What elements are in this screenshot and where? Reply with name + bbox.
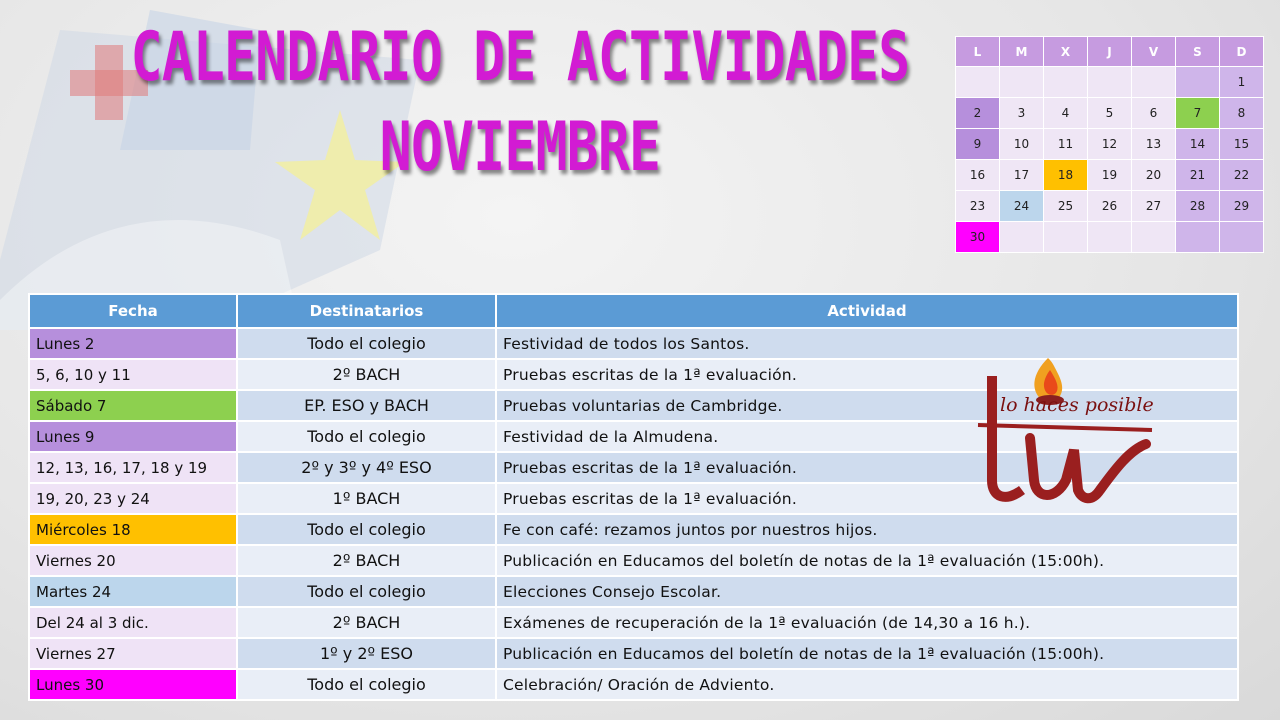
cal-day: 11 [1044,129,1088,160]
cal-day: 22 [1220,160,1264,191]
cell-destinatarios: Todo el colegio [237,576,496,607]
cal-day-header: X [1044,37,1088,67]
cal-day: 17 [1000,160,1044,191]
cal-day: 13 [1132,129,1176,160]
cell-destinatarios: Todo el colegio [237,669,496,700]
cal-day: 8 [1220,98,1264,129]
cal-day [1176,67,1220,98]
cell-actividad: Exámenes de recuperación de la 1ª evaluación (de 14,30 a 16 h.). [496,607,1238,638]
cal-day [1088,67,1132,98]
cal-day: 19 [1088,160,1132,191]
lo-haces-posible-logo [970,340,1160,510]
cell-fecha: 12, 13, 16, 17, 18 y 19 [29,452,237,483]
cell-fecha: Lunes 30 [29,669,237,700]
cal-day: 21 [1176,160,1220,191]
table-header-row [29,294,1238,328]
table-row [29,638,1238,669]
cal-day-header: V [1132,37,1176,67]
cal-day [1176,222,1220,253]
table-row [29,514,1238,545]
cell-fecha: Viernes 27 [29,638,237,669]
cell-actividad: Elecciones Consejo Escolar. [496,576,1238,607]
cell-destinatarios: Todo el colegio [237,328,496,359]
cell-actividad: Pruebas escritas de la 1ª evaluación. [496,483,1238,514]
cal-day-header: D [1220,37,1264,67]
cal-day: 6 [1132,98,1176,129]
cal-day: 26 [1088,191,1132,222]
cal-day [1000,67,1044,98]
table-row [29,576,1238,607]
cal-day [1088,222,1132,253]
cal-day: 9 [956,129,1000,160]
page-subtitle-month: NOVIEMBRE [379,108,661,187]
logo-text: lo haces posible [1000,394,1154,416]
cal-day: 10 [1000,129,1044,160]
cal-day: 14 [1176,129,1220,160]
cell-fecha: Lunes 9 [29,421,237,452]
cell-actividad: Pruebas escritas de la 1ª evaluación. [496,359,1238,390]
cal-day [956,67,1000,98]
cell-destinatarios: 2º BACH [237,359,496,390]
cell-actividad: Publicación en Educamos del boletín de notas de la 1ª evaluación (15:00h). [496,545,1238,576]
cal-day: 29 [1220,191,1264,222]
cal-day-header: L [956,37,1000,67]
cal-day [1044,67,1088,98]
cal-day: 4 [1044,98,1088,129]
cal-day: 24 [1000,191,1044,222]
cal-day: 12 [1088,129,1132,160]
col-header-fecha: Fecha [29,294,237,328]
table-row [29,607,1238,638]
cal-day-header: M [1000,37,1044,67]
cal-day: 30 [956,222,1000,253]
cell-destinatarios: 2º y 3º y 4º ESO [237,452,496,483]
col-header-actividad: Actividad [496,294,1238,328]
cell-actividad: Pruebas voluntarias de Cambridge. [496,390,1238,421]
col-header-destinatarios: Destinatarios [237,294,496,328]
cal-day: 16 [956,160,1000,191]
cell-fecha: 5, 6, 10 y 11 [29,359,237,390]
cell-destinatarios: 1º y 2º ESO [237,638,496,669]
cell-fecha: Miércoles 18 [29,514,237,545]
month-calendar [955,36,1264,253]
cal-day: 15 [1220,129,1264,160]
cell-destinatarios: Todo el colegio [237,421,496,452]
cell-actividad: Festividad de todos los Santos. [496,328,1238,359]
cell-destinatarios: 2º BACH [237,545,496,576]
cal-day: 25 [1044,191,1088,222]
cell-actividad: Festividad de la Almudena. [496,421,1238,452]
cal-day: 2 [956,98,1000,129]
cal-day-header: J [1088,37,1132,67]
cal-day [1132,222,1176,253]
cal-day: 5 [1088,98,1132,129]
cal-day: 1 [1220,67,1264,98]
cal-day: 23 [956,191,1000,222]
cal-day: 3 [1000,98,1044,129]
cell-destinatarios: EP. ESO y BACH [237,390,496,421]
cell-fecha: 19, 20, 23 y 24 [29,483,237,514]
cell-destinatarios: 2º BACH [237,607,496,638]
cell-fecha: Viernes 20 [29,545,237,576]
cal-day: 18 [1044,160,1088,191]
cell-fecha: Sábado 7 [29,390,237,421]
cell-fecha: Del 24 al 3 dic. [29,607,237,638]
cell-fecha: Martes 24 [29,576,237,607]
cal-day-header: S [1176,37,1220,67]
cal-day [1000,222,1044,253]
cal-day: 7 [1176,98,1220,129]
table-row [29,545,1238,576]
cal-day [1220,222,1264,253]
cal-day [1132,67,1176,98]
cell-actividad: Pruebas escritas de la 1ª evaluación. [496,452,1238,483]
cell-actividad: Fe con café: rezamos juntos por nuestros hijos. [496,514,1238,545]
cell-fecha: Lunes 2 [29,328,237,359]
table-row [29,669,1238,700]
cell-destinatarios: 1º BACH [237,483,496,514]
cal-day [1044,222,1088,253]
cal-day: 27 [1132,191,1176,222]
page-title: CALENDARIO DE ACTIVIDADES [130,18,910,97]
cell-destinatarios: Todo el colegio [237,514,496,545]
cal-day: 20 [1132,160,1176,191]
cal-day: 28 [1176,191,1220,222]
cell-actividad: Celebración/ Oración de Adviento. [496,669,1238,700]
cell-actividad: Publicación en Educamos del boletín de notas de la 1ª evaluación (15:00h). [496,638,1238,669]
